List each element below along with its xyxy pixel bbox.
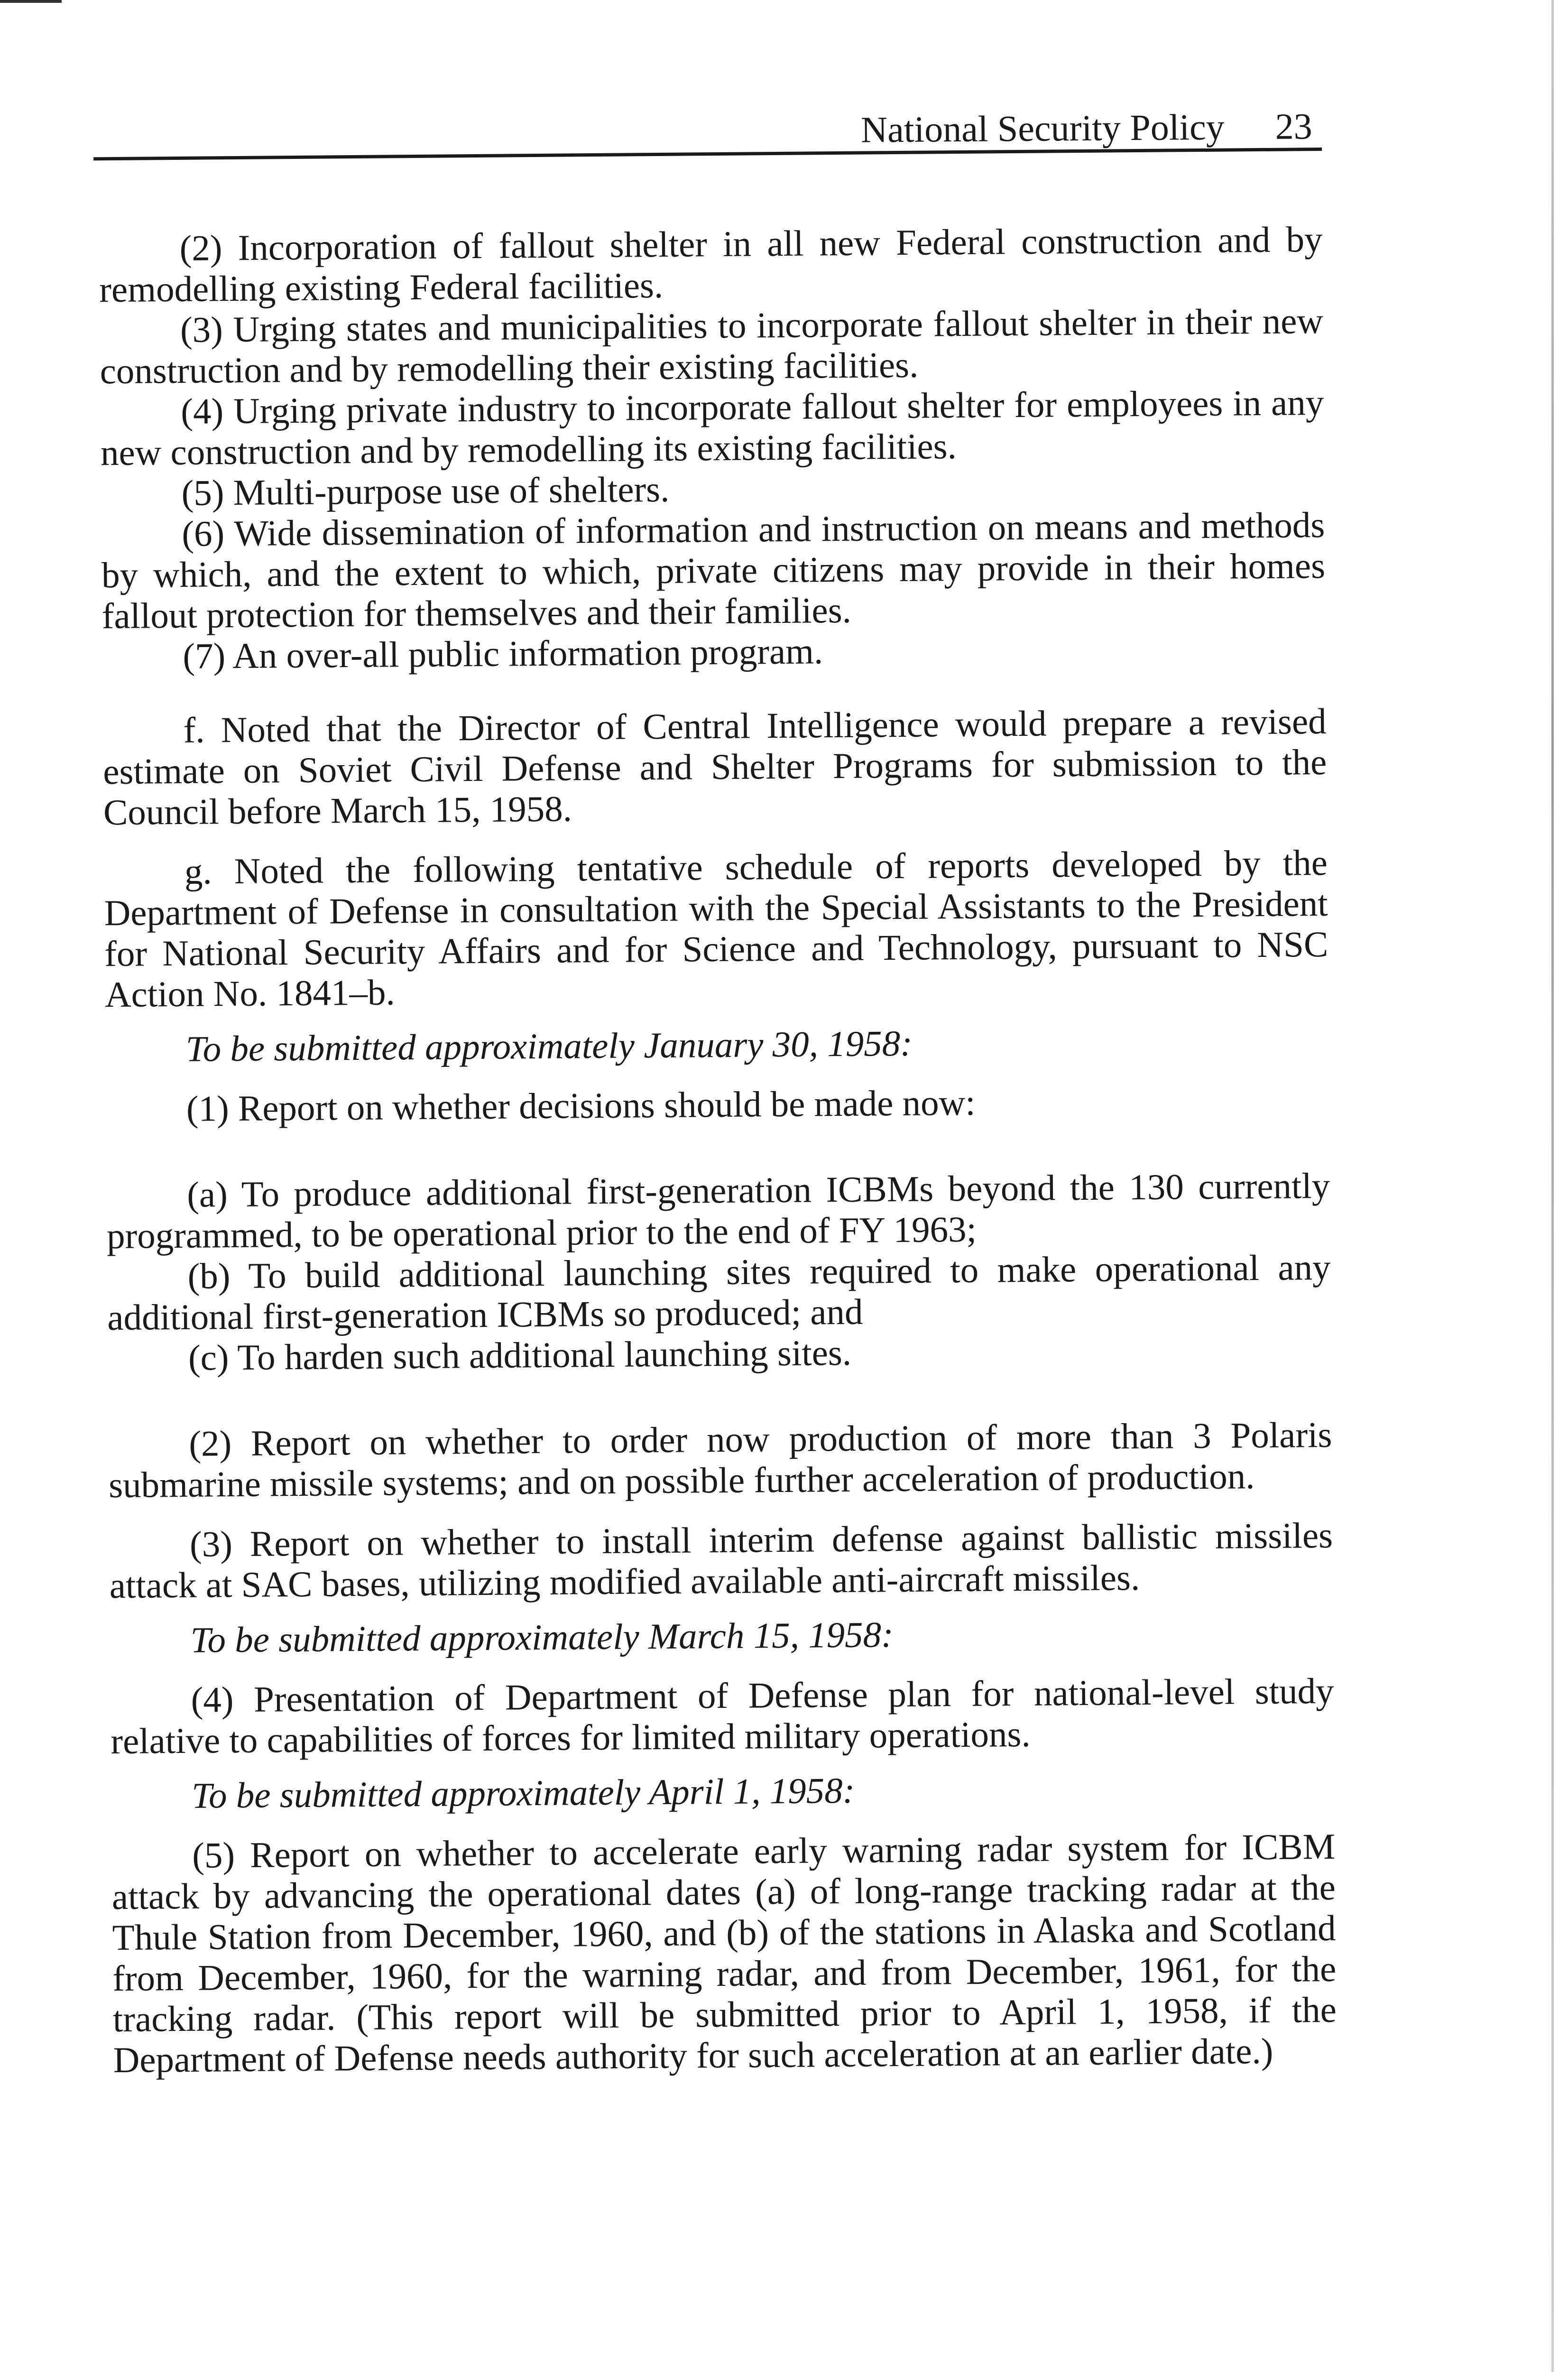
schedule-heading-march: To be submitted approximately March 15, 1958: — [190, 1614, 894, 1660]
paragraph-g: g. Noted the following tentative schedule of reports developed by the Department of Defense in consultation with the Special Assistants to the President for National Security Affairs and for Science and Technology, pursuant to NSC Action No. 1841–b. — [104, 842, 1328, 1015]
report-item-2: (2) Report on whether to order now production of more than 3 Polaris submarine missile systems; and on possible further acceleration of production. — [108, 1414, 1332, 1506]
page-number: 23 — [1275, 105, 1313, 147]
paragraph-item-3: (3) Urging states and municipalities to incorporate fallout shelter in their new construction and by remodelling their existing facilities. — [100, 300, 1324, 392]
paragraph-item-5: (5) Multi-purpose use of shelters. — [181, 468, 670, 513]
scan-edge-top — [0, 0, 62, 3]
report-item-1c: (c) To harden such additional launching sites. — [188, 1332, 852, 1378]
report-item-1: (1) Report on whether decisions should be made now: — [186, 1082, 976, 1129]
report-item-1a: (a) To produce additional first-generation ICBMs beyond the 130 currently programmed, to be operational prior to the end of FY 1963; — [106, 1165, 1330, 1257]
schedule-heading-january: To be submitted approximately January 30, 1958: — [185, 1022, 913, 1069]
paragraph-item-4: (4) Urging private industry to incorporate fallout shelter for employees in any new construction and by remodelling its existing facilities. — [100, 381, 1324, 473]
report-item-1b: (b) To build additional launching sites required to make operational any additional first-generation ICBMs so produced; and — [107, 1246, 1331, 1338]
paragraph-item-6: (6) Wide dissemination of information and instruction on means and methods by which, and the extent to which, private citizens may provide in their homes fallout protection for themselves and their families. — [101, 504, 1326, 637]
paragraph-item-7: (7) An over-all public information program. — [183, 630, 823, 676]
report-item-5: (5) Report on whether to accelerate early warning radar system for ICBM attack by advancing the operational dates (a) of long-range tracking radar at the Thule Station from December, 1960, and (b) of the stations in Alaska and Scotland from December, 1960, for the warning radar, and from December, 1961, for the tracking radar. (This report will be submitted prior to April 1, 1958, if the Department of Defense needs authority for such acceleration at an earlier date.) — [111, 1825, 1337, 2081]
paragraph-f: f. Noted that the Director of Central Intelligence would prepare a revised estimate on Soviet Civil Defense and Shelter Programs for submission to the Council before March 15, 1958. — [102, 700, 1327, 833]
report-item-3: (3) Report on whether to install interim defense against ballistic missiles attack at SAC bases, utilizing modified available anti-aircraft missiles. — [109, 1514, 1333, 1606]
body-text — [99, 219, 1337, 2080]
paragraph-item-2: (2) Incorporation of fallout shelter in all new Federal construction and by remodelling existing Federal facilities. — [99, 218, 1323, 310]
report-item-4: (4) Presentation of Department of Defense plan for national-level study relative to capabilities of forces for limited military operations. — [111, 1670, 1334, 1762]
running-head — [93, 105, 1322, 160]
running-title: National Security Policy — [860, 106, 1225, 150]
schedule-heading-april: To be submitted approximately April 1, 1958: — [191, 1770, 855, 1816]
